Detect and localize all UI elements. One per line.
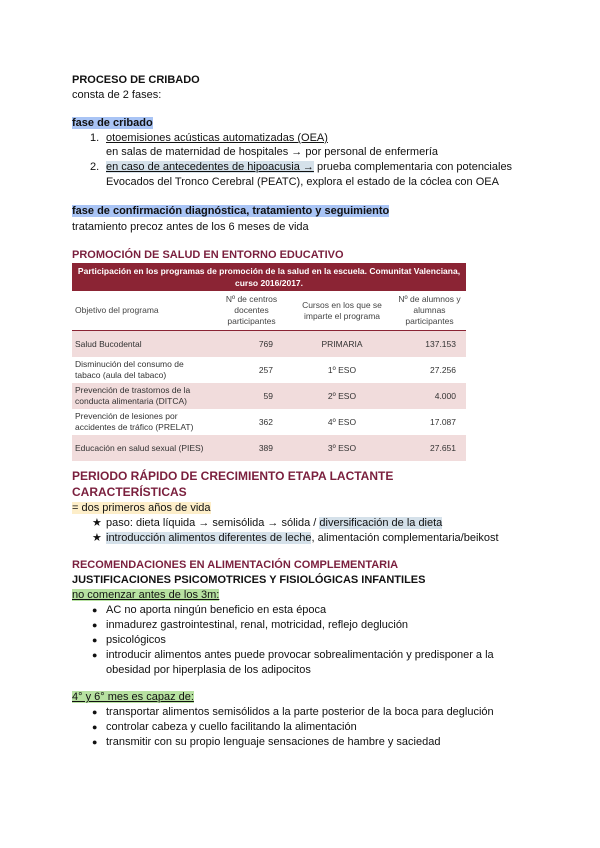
table-cell: 1º ESO [327,364,357,375]
lactante-subtitle: CARACTERÍSTICAS [72,485,187,499]
phase1-title: fase de cribado [72,117,153,129]
phase2-title: fase de confirmación diagnóstica, tratamiento y seguimiento [72,205,390,217]
cribado-subtitle: consta de 2 fases: [72,89,162,101]
list-item: ● psicológicos [92,634,166,646]
table-cell: 27.256 [430,364,456,375]
promocion-title: PROMOCIÓN DE SALUD EN ENTORNO EDUCATIVO [72,249,344,261]
table-caption: Participación en los programas de promoción de la salud en la escuela. Comunitat Valenciana, curso 2016/2017. [72,263,466,291]
lactante-title: PERIODO RÁPIDO DE CRECIMIENTO ETAPA LACTANTE [72,469,394,483]
table-row [72,383,466,409]
recomendaciones-title: RECOMENDACIONES EN ALIMENTACIÓN COMPLEMENTARIA [72,559,399,571]
star-bullet-icon: ★ [92,517,102,529]
col-header: Objetivo del programa [72,291,212,331]
list-item: ● controlar cabeza y cuello facilitando la alimentación [92,721,357,733]
table-cell: Prevención de lesiones por accidentes de tráfico (PRELAT) [75,411,194,432]
table-cell: 2º ESO [291,383,393,409]
table-cell: 4º ESO [327,416,357,427]
table-cell: Prevención de trastornos de la conducta alimentaria (DITCA) [72,383,212,409]
col-header: Nº de centros docentes participantes [212,291,291,331]
table-cell: 137.153 [393,331,466,358]
cribado-item-1-line2: en salas de maternidad de hospitales → por personal de enfermería [106,146,439,158]
list-item: ● transportar alimentos semisólidos a la parte posterior de la boca para deglución [92,706,494,718]
table-cell: 769 [212,331,291,358]
programs-table [72,263,466,461]
table-cell: Educación en salud sexual (PIES) [72,435,212,461]
list-item: ● AC no aporta ningún beneficio en esta época [92,604,327,616]
table-cell: Salud Bucodental [72,331,212,358]
table-row [72,435,466,461]
table-cell: 257 [258,364,273,375]
cribado-item-2: 2. en caso de antecedentes de hipoacusia → prueba complementaria con potenciales [90,161,513,173]
table-cell: 3º ESO [291,435,393,461]
list-item: ● transmitir con su propio lenguaje sensaciones de hambre y saciedad [92,736,441,748]
table-cell: 27.651 [393,435,466,461]
lactante-intro: = dos primeros años de vida [72,502,211,514]
table-cell: 17.087 [430,416,456,427]
phase2-text: tratamiento precoz antes de los 6 meses de vida [72,221,309,233]
list-item: ● inmadurez gastrointestinal, renal, motricidad, reflejo deglución [92,619,409,631]
label-4-6-mes: 4° y 6° mes es capaz de: [72,691,194,703]
list-item-continuation: obesidad por hiperplasia de los adipocitos [106,664,311,676]
table-row [72,357,466,383]
cribado-title: PROCESO DE CRIBADO [72,74,200,86]
recomendaciones-subtitle: JUSTIFICACIONES PSICOMOTRICES Y FISIOLÓGICAS INFANTILES [72,574,426,586]
list-item: ● introducir alimentos antes puede provocar sobrealimentación y predisponer a la [92,649,494,661]
table-header-row [72,291,466,331]
table-cell: PRIMARIA [291,331,393,358]
table-cell: 362 [258,416,273,427]
table-cell: Disminución del consumo de tabaco (aula del tabaco) [75,359,184,380]
star-bullet-icon: ★ [92,532,102,544]
cribado-item-2-line2: Evocados del Tronco Cerebral (PEATC), explora el estado de la cóclea con OEA [106,176,499,188]
table-row [72,331,466,358]
table-row [72,409,466,435]
table-cell: 389 [212,435,291,461]
lactante-bullet-1: ★ paso: dieta líquida → semisólida → sólida / diversificación de la dieta [92,517,443,529]
col-header: Cursos en los que se imparte el programa [291,291,393,331]
col-header: Nº de alumnos y alumnas participantes [393,291,466,331]
label-no-comenzar: no comenzar antes de los 3m: [72,589,220,601]
cribado-item-1: 1. otoemisiones acústicas automatizadas (OEA) [90,132,328,144]
table-cell: 4.000 [393,383,466,409]
table-cell: 59 [212,383,291,409]
lactante-bullet-2: ★ introducción alimentos diferentes de leche, alimentación complementaria/beikost [92,532,499,544]
